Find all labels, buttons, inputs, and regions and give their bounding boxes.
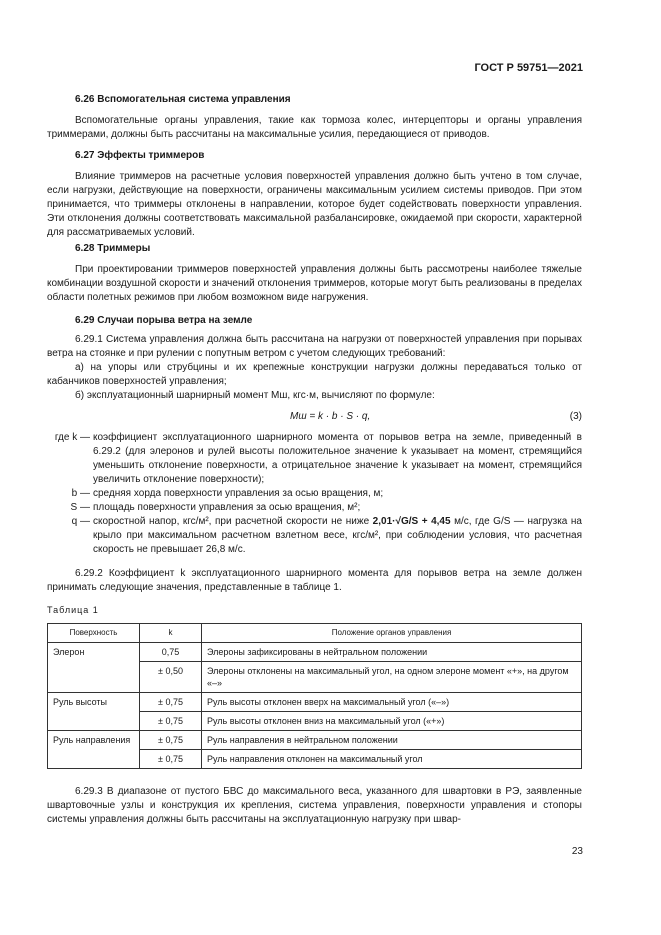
where-text: скоростной напор, кгс/м², при расчетной скорости не ниже <box>93 516 370 527</box>
list-item: б) эксплуатационный шарнирный момент Mш, кгс·м, вычисляют по формуле: <box>75 390 435 401</box>
surface-cell: Руль высоты <box>48 693 140 731</box>
page-number: 23 <box>571 846 583 857</box>
section-6-27 <box>47 149 582 240</box>
table-row <box>48 643 582 662</box>
section-heading: 6.26 Вспомогательная система управления <box>75 94 291 105</box>
position-cell: Руль высоты отклонен вверх на максимальный угол («–») <box>202 693 582 712</box>
column-header: Поверхность <box>48 624 140 643</box>
position-cell: Руль направления отклонен на максимальный угол <box>202 750 582 769</box>
section-heading: 6.27 Эффекты триммеров <box>75 150 205 161</box>
section-6-29 <box>47 314 582 595</box>
table-row <box>48 693 582 712</box>
where-definition <box>93 515 582 557</box>
table-caption: Таблица 1 <box>47 605 99 615</box>
position-cell: Руль направления в нейтральном положении <box>202 731 582 750</box>
k-cell: ± 0,75 <box>140 750 202 769</box>
k-cell: ± 0,50 <box>140 662 202 693</box>
position-cell: Руль высоты отклонен вниз на максимальный угол («+») <box>202 712 582 731</box>
where-text: м/с, где G/S — нагрузка на крыло при максимальном расчетном взлетном весе, кгс/м², при соблюдении условия, что расчетная скорость не превышает 26,8 м/с. <box>93 516 582 555</box>
equation-number: (3) <box>569 411 582 422</box>
k-cell: ± 0,75 <box>140 731 202 750</box>
speed-formula: 2,01·√G/S + 4,45 <box>372 516 451 527</box>
position-cell: Элероны зафиксированы в нейтральном положении <box>202 643 582 662</box>
where-symbol: S — <box>70 502 90 513</box>
list-item: а) на упоры или струбцины и их крепежные конструкции нагрузки должны передаваться только от кабанчиков поверхностей управления; <box>47 362 582 387</box>
surface-cell: Руль направления <box>48 731 140 769</box>
data-table <box>47 623 582 769</box>
where-symbol: b — <box>71 488 90 499</box>
where-definition: площадь поверхности управления за осью вращения, м²; <box>93 502 361 513</box>
surface-cell: Элерон <box>48 643 140 693</box>
section-heading: 6.28 Триммеры <box>75 243 151 254</box>
k-cell: 0,75 <box>140 643 202 662</box>
table-header-row <box>48 624 582 643</box>
equation-row <box>47 409 582 425</box>
paragraph: Влияние триммеров на расчетные условия поверхностей управления должно быть учтено в том случае, если нагрузки, действующие на поверхности, ограничены максимальным усилием системы приводов. При этом принимается, что триммеры отклонены в направлении, которое будет содействовать поверхности управления. Эти отклонения должны соответствовать максимальной разбалансировке, ожидаемой при скорости, характерной для рассматриваемых условий. <box>47 171 582 238</box>
column-header: k <box>140 624 202 643</box>
document-header: ГОСТ Р 59751—2021 <box>474 62 583 74</box>
where-list <box>47 431 582 557</box>
where-definition: средняя хорда поверхности управления за осью вращения, м; <box>93 488 384 499</box>
paragraph: Вспомогательные органы управления, такие как тормоза колес, интерцепторы и органы управления триммерами, должны быть рассчитаны на максимальные усилия, передающиеся от приводов. <box>47 115 582 140</box>
section-heading: 6.29 Случаи порыва ветра на земле <box>75 315 253 326</box>
where-symbol: где k — <box>54 432 90 443</box>
table-row <box>48 731 582 750</box>
where-definition: коэффициент эксплуатационного шарнирного момента от порывов ветра на земле, приведенный в 6.29.2 (для элеронов и рулей высоты положительное значение k указывает на момент, стремящийся уменьшить отклонение поверхности, а отрицательное значение k указывает на момент, стремящийся увеличить отклонение поверхности); <box>93 432 582 485</box>
section-6-26 <box>47 93 582 142</box>
where-symbol: q — <box>71 516 90 527</box>
position-cell: Элероны отклонены на максимальный угол, на одном элероне момент «+», на другом «–» <box>202 662 582 693</box>
paragraph: При проектировании триммеров поверхностей управления должны быть рассмотрены наиболее тяжелые комбинации воздушной скорости и значений отклонения триммеров, которые могут быть реализованы в пределах области полетных режимов при любом возможном виде нагружения. <box>47 264 582 303</box>
equation: Mш = k · b · S · q, <box>290 411 371 422</box>
paragraph: 6.29.2 Коэффициент k эксплуатационного шарнирного момента для порывов ветра на земле должен принимать следующие значения, представленные в таблице 1. <box>47 568 582 593</box>
paragraph: 6.29.1 Система управления должна быть рассчитана на нагрузки от поверхностей управления при порывах ветра на стоянке и при рулении с попутным ветром с учетом следующих требований: <box>47 334 582 359</box>
section-6-29-3 <box>47 785 582 827</box>
k-cell: ± 0,75 <box>140 693 202 712</box>
k-cell: ± 0,75 <box>140 712 202 731</box>
paragraph: 6.29.3 В диапазоне от пустого БВС до максимального веса, указанного для швартовки в РЭ, заявленные швартовочные узлы и конструкция их крепления, система управления, поверхности управления и стопоры системы управления должны быть рассчитаны на эксплуатационную нагрузку при швар- <box>47 786 582 825</box>
section-6-28 <box>47 242 582 305</box>
column-header: Положение органов управления <box>202 624 582 643</box>
